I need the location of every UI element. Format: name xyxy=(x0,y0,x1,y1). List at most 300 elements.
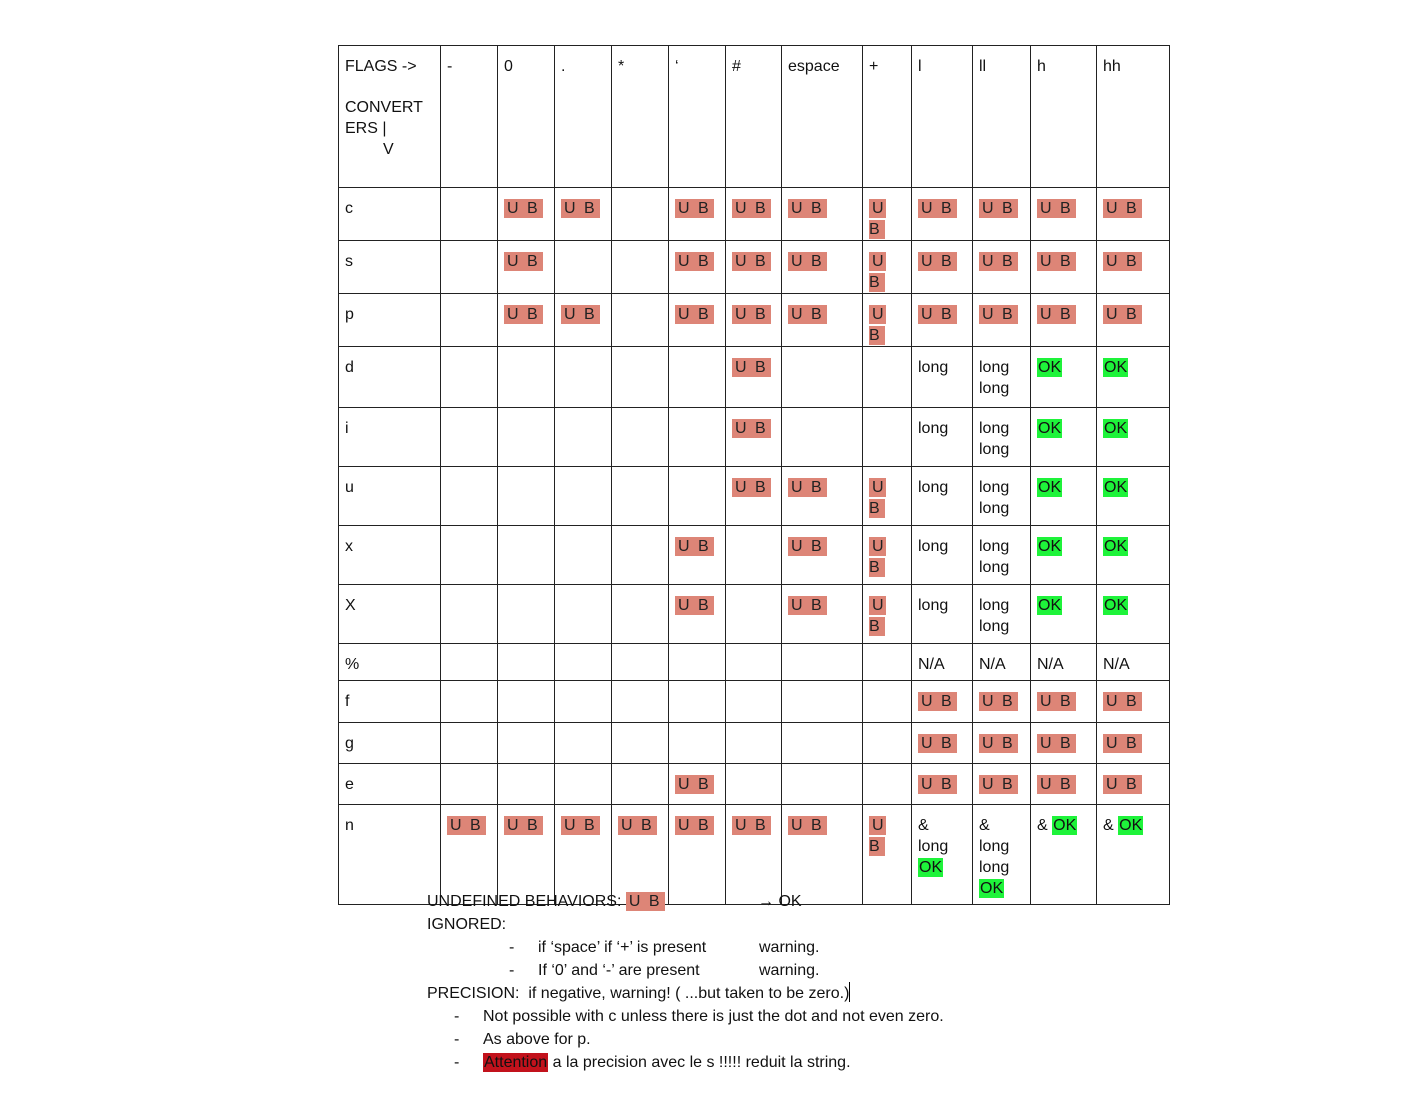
table-cell xyxy=(726,585,782,644)
flags-converters-table xyxy=(338,45,1170,905)
precision-line xyxy=(427,982,850,1005)
table-cell xyxy=(555,585,612,644)
long-text: long xyxy=(979,597,1010,614)
ub-badge: U B xyxy=(918,305,957,324)
table-cell xyxy=(612,681,669,723)
table-cell xyxy=(1097,467,1170,526)
ub-badge: U B xyxy=(732,816,771,835)
table-cell xyxy=(912,681,973,723)
ub-badge: U B xyxy=(561,199,600,218)
table-header-row xyxy=(339,46,1170,188)
long-text: long xyxy=(918,838,949,855)
ampersand-text: & xyxy=(1037,817,1048,834)
table-cell xyxy=(612,188,669,241)
table-cell xyxy=(1031,408,1097,467)
ok-badge: OK xyxy=(1104,597,1128,614)
table-cell xyxy=(1031,681,1097,723)
table-cell xyxy=(863,294,912,347)
table-cell xyxy=(912,526,973,585)
table-cell xyxy=(1031,241,1097,294)
ub-badge: U B xyxy=(618,816,657,835)
ignored-label: IGNORED: xyxy=(427,916,507,933)
table-cell xyxy=(498,681,555,723)
na-text: N/A xyxy=(918,656,945,673)
table-cell xyxy=(912,408,973,467)
table-cell xyxy=(1031,585,1097,644)
table-cell xyxy=(782,467,863,526)
table-row xyxy=(339,764,1170,805)
ub-badge: U B xyxy=(732,252,771,271)
converters-arrow: V xyxy=(383,141,394,158)
table-cell xyxy=(1097,347,1170,408)
table-cell xyxy=(726,764,782,805)
ub-badge: U B xyxy=(504,199,543,218)
converter-cell: % xyxy=(339,644,441,681)
ub-badge: U B xyxy=(979,305,1018,324)
ok-badge: OK xyxy=(1104,479,1128,496)
table-cell xyxy=(498,723,555,764)
table-cell xyxy=(973,644,1031,681)
table-cell xyxy=(555,347,612,408)
undefined-behaviors-line xyxy=(427,890,665,913)
ub-badge: U B xyxy=(918,199,957,218)
table-cell xyxy=(726,241,782,294)
table-cell xyxy=(912,188,973,241)
ub-badge: U B xyxy=(979,734,1018,753)
table-cell xyxy=(726,723,782,764)
undefined-badge: U B xyxy=(626,892,665,911)
ub-badge: U B xyxy=(788,252,827,271)
table-cell xyxy=(1097,764,1170,805)
table-row xyxy=(339,294,1170,347)
table-cell xyxy=(612,723,669,764)
long-text: long xyxy=(979,359,1010,376)
table-cell xyxy=(441,644,498,681)
long-text: long xyxy=(918,538,949,555)
ub-badge: U B xyxy=(918,734,957,753)
table-cell xyxy=(669,467,726,526)
table-cell xyxy=(726,347,782,408)
table-cell xyxy=(863,644,912,681)
ub-badge: U B xyxy=(869,200,886,238)
precision-bullet-3: - xyxy=(454,1054,460,1071)
table-cell xyxy=(441,188,498,241)
table-cell xyxy=(669,585,726,644)
table-cell xyxy=(669,681,726,723)
ignored-item-2-result: warning. xyxy=(759,962,820,979)
table-cell xyxy=(973,681,1031,723)
long-text: long xyxy=(979,479,1010,496)
attention-highlight: Attention xyxy=(484,1054,548,1071)
table-cell xyxy=(782,408,863,467)
ub-badge: U B xyxy=(918,775,957,794)
precision-label: PRECISION: xyxy=(427,985,520,1002)
table-cell xyxy=(1097,408,1170,467)
ok-badge: OK xyxy=(1104,359,1128,376)
table-row xyxy=(339,585,1170,644)
table-row xyxy=(339,241,1170,294)
table-cell xyxy=(555,408,612,467)
table-cell xyxy=(1031,188,1097,241)
ub-badge: U B xyxy=(675,252,714,271)
ub-badge: U B xyxy=(1103,692,1142,711)
table-cell xyxy=(1031,805,1097,905)
table-cell xyxy=(612,467,669,526)
flag-header-cell: h xyxy=(1031,46,1097,188)
table-cell xyxy=(1031,764,1097,805)
table-cell xyxy=(555,188,612,241)
converter-cell: c xyxy=(339,188,441,241)
table-cell xyxy=(1097,526,1170,585)
flag-header-cell: l xyxy=(912,46,973,188)
table-cell xyxy=(726,294,782,347)
converter-cell: e xyxy=(339,764,441,805)
table-cell xyxy=(441,241,498,294)
ub-badge: U B xyxy=(979,252,1018,271)
table-cell xyxy=(912,467,973,526)
table-row xyxy=(339,723,1170,764)
ub-badge: U B xyxy=(788,478,827,497)
ub-badge: U B xyxy=(1103,252,1142,271)
table-cell xyxy=(863,681,912,723)
na-text: N/A xyxy=(1037,656,1064,673)
table-cell xyxy=(912,644,973,681)
ub-badge: U B xyxy=(869,817,886,855)
ub-badge: U B xyxy=(1037,775,1076,794)
table-cell xyxy=(782,764,863,805)
table-cell xyxy=(782,585,863,644)
flags-label: FLAGS -> xyxy=(345,58,417,75)
table-cell xyxy=(669,294,726,347)
table-cell xyxy=(441,408,498,467)
table-cell xyxy=(1097,723,1170,764)
ok-badge: OK xyxy=(980,880,1004,897)
converter-cell: u xyxy=(339,467,441,526)
table-cell xyxy=(555,723,612,764)
table-cell xyxy=(1031,467,1097,526)
precision-bullet-1: - xyxy=(454,1008,460,1025)
table-cell xyxy=(973,294,1031,347)
table-cell xyxy=(973,188,1031,241)
table-cell xyxy=(1097,585,1170,644)
table-row xyxy=(339,188,1170,241)
ignored-item-1-result: warning. xyxy=(759,939,820,956)
flag-header-cell: . xyxy=(555,46,612,188)
table-cell xyxy=(973,764,1031,805)
table-cell xyxy=(555,294,612,347)
table-cell xyxy=(441,294,498,347)
ampersand-text: & xyxy=(1103,817,1114,834)
table-cell xyxy=(555,526,612,585)
table-cell xyxy=(973,723,1031,764)
table-cell xyxy=(782,644,863,681)
table-cell xyxy=(863,408,912,467)
table-cell xyxy=(782,723,863,764)
table-cell xyxy=(912,805,973,905)
table-cell xyxy=(863,188,912,241)
undefined-label: UNDEFINED BEHAVIORS: xyxy=(427,893,622,910)
table-row xyxy=(339,347,1170,408)
table-cell xyxy=(726,188,782,241)
ub-badge: U B xyxy=(732,358,771,377)
converter-cell: x xyxy=(339,526,441,585)
ignored-bullet-1: - xyxy=(509,939,515,956)
ub-badge: U B xyxy=(675,305,714,324)
precision-item-1: Not possible with c unless there is just the dot and not even zero. xyxy=(483,1008,944,1025)
converters-label: CONVERT ERS | xyxy=(345,99,423,137)
long-text: long xyxy=(918,479,949,496)
table-cell xyxy=(1097,241,1170,294)
ok-badge: OK xyxy=(1053,817,1077,834)
table-cell xyxy=(669,347,726,408)
table-cell xyxy=(726,526,782,585)
ub-badge: U B xyxy=(732,199,771,218)
converter-cell: p xyxy=(339,294,441,347)
ub-badge: U B xyxy=(918,252,957,271)
table-cell xyxy=(1031,644,1097,681)
table-cell xyxy=(1097,681,1170,723)
table-cell xyxy=(498,347,555,408)
converter-cell: d xyxy=(339,347,441,408)
ub-badge: U B xyxy=(504,252,543,271)
table-cell xyxy=(555,241,612,294)
long-text: long xyxy=(918,597,949,614)
table-cell xyxy=(782,188,863,241)
table-cell xyxy=(726,408,782,467)
table-cell xyxy=(498,188,555,241)
table-cell xyxy=(498,526,555,585)
table-row xyxy=(339,467,1170,526)
table-cell xyxy=(1031,294,1097,347)
table-cell xyxy=(441,467,498,526)
precision-bullet-2: - xyxy=(454,1031,460,1048)
table-cell xyxy=(863,347,912,408)
long-text: long xyxy=(979,838,1010,855)
table-cell xyxy=(863,585,912,644)
ub-badge: U B xyxy=(1037,692,1076,711)
ub-badge: U B xyxy=(869,597,886,635)
table-cell xyxy=(498,467,555,526)
long-text: long xyxy=(979,380,1010,397)
table-cell xyxy=(782,294,863,347)
ub-badge: U B xyxy=(788,537,827,556)
ub-badge: U B xyxy=(732,305,771,324)
table-cell xyxy=(912,294,973,347)
table-cell xyxy=(973,526,1031,585)
long-text: long xyxy=(979,420,1010,437)
table-cell xyxy=(612,644,669,681)
table-cell xyxy=(973,467,1031,526)
ub-badge: U B xyxy=(788,816,827,835)
table-cell xyxy=(1097,644,1170,681)
table-cell xyxy=(498,294,555,347)
table-cell xyxy=(612,241,669,294)
ub-badge: U B xyxy=(788,596,827,615)
table-cell xyxy=(782,526,863,585)
long-text: long xyxy=(979,618,1010,635)
ampersand-text: & xyxy=(979,817,990,834)
table-cell xyxy=(669,408,726,467)
ub-badge: U B xyxy=(675,199,714,218)
ub-badge: U B xyxy=(788,305,827,324)
attention-line xyxy=(483,1051,851,1074)
table-cell xyxy=(1097,294,1170,347)
ok-badge: OK xyxy=(1038,479,1062,496)
ub-badge: U B xyxy=(869,306,886,344)
long-text: long xyxy=(979,441,1010,458)
long-text: long xyxy=(918,420,949,437)
table-cell xyxy=(555,681,612,723)
long-text: long xyxy=(979,538,1010,555)
table-cell xyxy=(973,347,1031,408)
table-cell xyxy=(912,585,973,644)
ub-badge: U B xyxy=(1037,199,1076,218)
flag-header-cell: # xyxy=(726,46,782,188)
table-row xyxy=(339,681,1170,723)
ub-badge: U B xyxy=(732,478,771,497)
ub-badge: U B xyxy=(675,775,714,794)
flag-header-cell: ll xyxy=(973,46,1031,188)
ub-badge: U B xyxy=(561,305,600,324)
ub-badge: U B xyxy=(979,692,1018,711)
table-cell xyxy=(555,644,612,681)
table-cell xyxy=(669,644,726,681)
table-cell xyxy=(441,526,498,585)
table-cell xyxy=(498,241,555,294)
table-cell xyxy=(669,805,726,905)
table-cell xyxy=(863,467,912,526)
ub-badge: U B xyxy=(447,816,486,835)
table-cell xyxy=(912,347,973,408)
table-cell xyxy=(973,585,1031,644)
attention-text: a la precision avec le s !!!!! reduit la string. xyxy=(552,1054,851,1071)
ok-legend: → OK xyxy=(758,893,802,910)
ub-badge: U B xyxy=(1103,199,1142,218)
ub-badge: U B xyxy=(1103,305,1142,324)
table-cell xyxy=(498,585,555,644)
na-text: N/A xyxy=(1103,656,1130,673)
table-cell xyxy=(612,294,669,347)
table-cell xyxy=(555,764,612,805)
precision-text: if negative, warning! ( ...but taken to be zero.) xyxy=(528,985,850,1002)
table-row xyxy=(339,526,1170,585)
flag-header-cell: ‘ xyxy=(669,46,726,188)
header-corner-cell xyxy=(339,46,441,188)
ok-badge: OK xyxy=(1038,420,1062,437)
table-cell xyxy=(612,764,669,805)
precision-item-2: As above for p. xyxy=(483,1031,591,1048)
flag-header-cell: hh xyxy=(1097,46,1170,188)
ok-badge: OK xyxy=(1038,538,1062,555)
ignored-item-1-text: if ‘space’ if ‘+’ is present xyxy=(538,939,707,956)
table-cell xyxy=(612,408,669,467)
table-cell xyxy=(863,805,912,905)
table-cell xyxy=(1031,723,1097,764)
table-cell xyxy=(782,241,863,294)
table-cell xyxy=(973,805,1031,905)
table-cell xyxy=(555,467,612,526)
long-text: long xyxy=(918,359,949,376)
ok-badge: OK xyxy=(1104,420,1128,437)
flag-header-cell: - xyxy=(441,46,498,188)
ub-badge: U B xyxy=(561,816,600,835)
converter-cell: n xyxy=(339,805,441,905)
converter-cell: g xyxy=(339,723,441,764)
table-cell xyxy=(863,241,912,294)
flag-header-cell: + xyxy=(863,46,912,188)
table-cell xyxy=(863,764,912,805)
ub-badge: U B xyxy=(869,253,886,291)
converter-cell: X xyxy=(339,585,441,644)
table-cell xyxy=(912,241,973,294)
table-cell xyxy=(612,347,669,408)
table-cell xyxy=(1031,526,1097,585)
ok-badge: OK xyxy=(1119,817,1143,834)
table-cell xyxy=(441,681,498,723)
flag-header-cell: 0 xyxy=(498,46,555,188)
table-cell xyxy=(726,681,782,723)
ub-badge: U B xyxy=(675,537,714,556)
table-cell xyxy=(912,723,973,764)
table-cell xyxy=(1097,188,1170,241)
table-cell xyxy=(669,764,726,805)
ub-badge: U B xyxy=(1103,734,1142,753)
ub-badge: U B xyxy=(918,692,957,711)
ub-badge: U B xyxy=(869,538,886,576)
converter-cell: s xyxy=(339,241,441,294)
table-cell xyxy=(669,241,726,294)
table-row xyxy=(339,644,1170,681)
ub-badge: U B xyxy=(732,419,771,438)
table-cell xyxy=(973,408,1031,467)
ub-badge: U B xyxy=(1037,305,1076,324)
long-text: long xyxy=(979,500,1010,517)
ub-badge: U B xyxy=(504,305,543,324)
ub-badge: U B xyxy=(1037,252,1076,271)
table-cell xyxy=(1097,805,1170,905)
table-cell xyxy=(441,764,498,805)
table-cell xyxy=(441,347,498,408)
table-cell xyxy=(912,764,973,805)
converter-cell: f xyxy=(339,681,441,723)
table-cell xyxy=(782,347,863,408)
ampersand-text: & xyxy=(918,817,929,834)
long-text: long xyxy=(979,859,1010,876)
table-cell xyxy=(863,723,912,764)
table-cell xyxy=(726,467,782,526)
flag-header-cell: * xyxy=(612,46,669,188)
ub-badge: U B xyxy=(504,816,543,835)
ub-badge: U B xyxy=(869,479,886,517)
ok-badge: OK xyxy=(1104,538,1128,555)
table-cell xyxy=(441,585,498,644)
converter-cell: i xyxy=(339,408,441,467)
table-cell xyxy=(726,644,782,681)
table-cell xyxy=(612,526,669,585)
ignored-bullet-2: - xyxy=(509,962,515,979)
ok-badge: OK xyxy=(1038,597,1062,614)
table-cell xyxy=(498,764,555,805)
ub-badge: U B xyxy=(1103,775,1142,794)
table-cell xyxy=(498,408,555,467)
table-cell xyxy=(1031,347,1097,408)
table-cell xyxy=(669,188,726,241)
table-row xyxy=(339,408,1170,467)
table-cell xyxy=(498,644,555,681)
table-cell xyxy=(669,526,726,585)
ub-badge: U B xyxy=(675,816,714,835)
ub-badge: U B xyxy=(979,775,1018,794)
